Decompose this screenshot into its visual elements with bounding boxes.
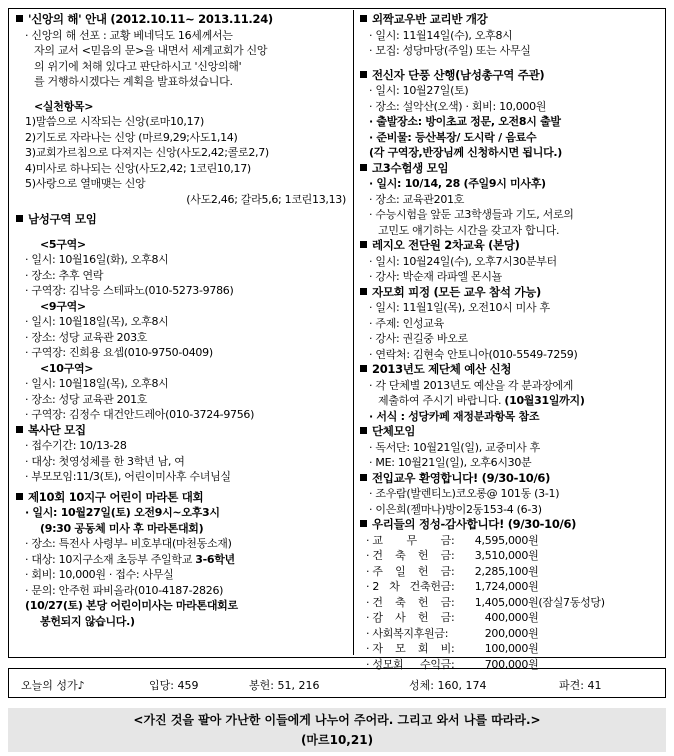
donation-row: · 사회복지후원금: 200,000원	[366, 626, 539, 640]
hiking-heading: 전신자 단풍 산행(남성총구역 주관)	[360, 68, 660, 84]
marathon-target: · 대상: 10지구소재 초등부 주일학교 3-6학년	[25, 552, 235, 566]
donation-row: · 교 무 금: 4,595,000원	[366, 533, 539, 547]
faith-year-heading: '신앙의 해' 안내 (2012.10.11~ 2013.11.24)	[16, 12, 350, 28]
legio-heading: 레지오 전단원 2차교육 (본당)	[360, 238, 660, 254]
hiking-detail: · 출발장소: 방이초교 정문, 오전8시 출발	[369, 115, 561, 128]
quote-text: <가진 것을 팔아 가난한 이들에게 나누어 주어라. 그리고 와서 나를 따라라.>	[133, 713, 541, 727]
group-name: <9구역>	[40, 299, 86, 313]
faith-intro-line: 의 위기에 처해 있다고 판단하시고 '신앙의해'	[34, 59, 242, 73]
group-detail: · 구역장: 진희용 요셉(010-9750-0409)	[25, 346, 213, 359]
welcome-detail: · 이은희(젤마나)방이2동153-4 (6-3)	[369, 502, 542, 516]
marathon-place: · 장소: 특전사 사령부- 비호부대(마천동소재)	[25, 537, 232, 550]
group-detail: · 구역장: 김낙응 스테파노(010-5273-9786)	[25, 284, 234, 297]
donation-row: · 성모회 수익금: 700,000원	[366, 657, 539, 671]
hymn-recessional: 파견: 41	[559, 679, 602, 692]
hymn-label: 오늘의 성가♪	[21, 679, 85, 692]
budget-heading: 2013년도 제단체 예산 신청	[360, 362, 660, 378]
hymn-offertory: 봉헌: 51, 216	[249, 679, 320, 692]
practice-item: 2)기도로 자라나는 신앙 (마르9,29;사도1,14)	[25, 130, 238, 144]
foreign-class-heading: 외짝교우반 교리반 개강	[360, 12, 660, 28]
bullet-square-icon	[360, 164, 367, 171]
budget-detail: · 각 단체별 2013년도 예산을 각 분과장에게	[369, 378, 574, 392]
senior-detail: · 수능시험을 앞둔 고3학생들과 기도, 서로의	[369, 208, 574, 221]
group-detail: · 장소: 성당 교육관 203호	[25, 330, 148, 344]
marathon-heading: 제10회 10지구 어린이 마라톤 대회	[16, 490, 350, 506]
group-detail: · 장소: 성당 교육관 201호	[25, 392, 148, 406]
practice-item: 4)미사로 하나되는 신앙(사도2,42; 1코린10,17)	[25, 161, 251, 175]
practice-item: 1)말씀으로 시작되는 신앙(로마10,17)	[25, 115, 204, 128]
group-detail: · 장소: 추후 연락	[25, 268, 104, 282]
practice-title: <실천항목>	[34, 99, 94, 113]
retreat-detail: · 주제: 인성교육	[369, 316, 444, 330]
practice-item: 5)사랑으로 열매맺는 신앙	[25, 177, 146, 190]
retreat-detail: · 강사: 권길중 바오로	[369, 332, 468, 345]
senior-heading: 고3수험생 모임	[360, 161, 660, 177]
bullet-square-icon	[360, 474, 367, 481]
group-detail: · 일시: 10월18일(목), 오후8시	[25, 377, 169, 390]
faith-intro-line: 자의 교서 <믿음의 문>을 내면서 세계교회가 신앙	[34, 44, 268, 57]
marathon-fee: · 회비: 10,000원 · 접수: 사무실	[25, 568, 174, 581]
marathon-date: · 일시: 10월27일(토) 오전9시~오후3시	[25, 506, 220, 519]
hiking-detail: · 준비물: 등산복장/ 도시락 / 음료수	[369, 130, 537, 144]
group-detail: · 일시: 10월18일(목), 오후8시	[25, 315, 169, 328]
altar-detail: · 대상: 첫영성체를 한 3학년 남, 여	[25, 454, 185, 468]
bullet-square-icon	[16, 426, 23, 433]
group-meeting-detail: · 독서단: 10월21일(일), 교중미사 후	[369, 440, 540, 454]
bullet-square-icon	[360, 15, 367, 22]
hymn-entrance: 입당: 459	[149, 679, 199, 692]
retreat-heading: 자모회 피정 (모든 교우 참석 가능)	[360, 285, 660, 301]
group-name: <5구역>	[40, 237, 86, 251]
bullet-square-icon	[360, 520, 367, 527]
quote-reference: (마르10,21)	[300, 733, 374, 747]
group-detail: · 구역장: 김정수 대건안드레아(010-3724-9756)	[25, 408, 255, 421]
hymn-communion: 성체: 160, 174	[409, 679, 487, 692]
welcome-detail: · 조우람(발렌티노)코오롱@ 101동 (3-1)	[369, 487, 560, 500]
senior-detail: 고민도 얘기하는 시간을 갖고자 합니다.	[378, 223, 560, 237]
donation-row: · 2 차 건축헌금: 1,724,000원	[366, 580, 539, 593]
bullet-square-icon	[360, 427, 367, 434]
group-meeting-heading: 단체모임	[360, 424, 660, 440]
retreat-detail: · 연락처: 김현숙 안토니아(010-5549-7259)	[369, 347, 578, 361]
altar-detail: · 부모모임:11/3(토), 어린이미사후 수녀님실	[25, 470, 231, 483]
practice-item: 3)교회가르침으로 다져지는 신앙(사도2,42;콜로2,7)	[25, 146, 269, 159]
bullet-square-icon	[16, 493, 23, 500]
men-group-heading: 남성구역 모임	[16, 212, 350, 228]
donation-row: · 건 축 헌 금: 1,405,000원(잠실7동성당)	[366, 595, 605, 609]
hiking-detail: · 장소: 설악산(오색) · 회비: 10,000원	[369, 99, 547, 113]
faith-intro-line: · 신앙의 해 선포 : 교황 베네딕도 16세께서는	[25, 28, 233, 42]
group-detail: · 일시: 10월16일(화), 오후8시	[25, 253, 169, 266]
hiking-detail: (각 구역장,반장님께 신청하시면 됩니다.)	[369, 146, 563, 159]
bullet-square-icon	[16, 215, 23, 222]
marathon-notice: 봉헌되지 않습니다.)	[40, 614, 135, 628]
senior-detail: · 일시: 10/14, 28 (주일9시 미사후)	[369, 177, 546, 190]
donation-row: · 감 사 헌 금: 400,000원	[366, 611, 539, 624]
right-column	[360, 12, 660, 672]
bullet-square-icon	[16, 15, 23, 22]
hiking-detail: · 일시: 10월27일(토)	[369, 84, 469, 97]
foreign-detail: · 모집: 성당마당(주일) 또는 사무실	[369, 44, 531, 57]
donation-row: · 주 일 헌 금: 2,285,100원	[366, 564, 539, 578]
marathon-note: (9:30 공동체 미사 후 마라톤대회)	[40, 521, 204, 535]
legio-detail: · 강사: 박순재 라파엘 몬시뇰	[369, 270, 502, 283]
budget-detail: 제출하여 주시기 바랍니다. (10월31일까지)	[378, 394, 585, 407]
bullet-square-icon	[360, 365, 367, 372]
bullet-square-icon	[360, 288, 367, 295]
column-divider	[353, 10, 354, 655]
practice-reference: (사도2,46; 갈라5,6; 1코린13,13)	[186, 192, 346, 206]
faith-intro-line: 를 거행하시겠다는 계획을 발표하셨습니다.	[34, 75, 233, 88]
marathon-contact: · 문의: 안주헌 파비올라(010-4187-2826)	[25, 583, 224, 597]
left-column	[16, 12, 350, 629]
budget-detail: · 서식 : 성당카페 재정분과항목 참조	[369, 409, 540, 423]
senior-detail: · 장소: 교육관201호	[369, 192, 465, 206]
scripture-quote	[8, 708, 666, 752]
welcome-heading: 전입교우 환영합니다! (9/30-10/6)	[360, 471, 660, 487]
hymn-bar	[8, 668, 666, 698]
bullet-square-icon	[360, 71, 367, 78]
altar-detail: · 접수기간: 10/13-28	[25, 439, 127, 452]
group-meeting-detail: · ME: 10월21일(일), 오후6시30분	[369, 456, 532, 469]
legio-detail: · 일시: 10월24일(수), 오후7시30분부터	[369, 254, 557, 268]
donation-row: · 자 모 회 비: 100,000원	[366, 642, 539, 655]
bullet-square-icon	[360, 241, 367, 248]
retreat-detail: · 일시: 11월1일(목), 오전10시 미사 후	[369, 301, 550, 314]
group-name: <10구역>	[40, 361, 94, 375]
donations-heading: 우리들의 정성-감사합니다! (9/30-10/6)	[360, 517, 660, 533]
foreign-detail: · 일시: 11월14일(수), 오후8시	[369, 28, 513, 42]
altar-server-heading: 복사단 모집	[16, 423, 350, 439]
donation-row: · 건 축 헌 금: 3,510,000원	[366, 549, 539, 562]
marathon-notice: (10/27(토) 본당 어린이미사는 마라톤대회로	[25, 599, 238, 612]
